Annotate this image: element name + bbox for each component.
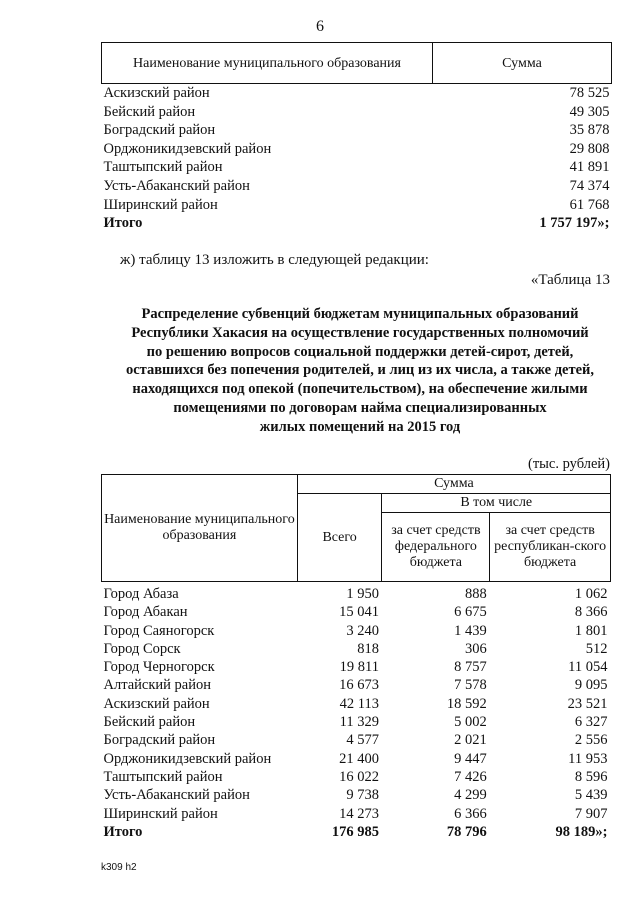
table-row	[102, 140, 612, 159]
table-row	[102, 603, 611, 621]
republic-value: 5 439	[574, 787, 608, 804]
footer-code: k309 h2	[101, 862, 137, 873]
total-federal: 78 796	[446, 823, 487, 840]
municipality-name: Аскизский район	[103, 85, 210, 101]
title-line: Распределение субвенций бюджетам муниципальных образований	[141, 306, 579, 322]
federal-value: 18 592	[446, 695, 487, 712]
federal-value: 4 299	[454, 787, 487, 804]
subvention-table	[101, 474, 611, 841]
municipality-name: Город Абаза	[103, 586, 179, 602]
sum-value: 78 525	[569, 85, 610, 101]
table-row	[102, 177, 612, 196]
municipality-name: Таштыпский район	[103, 159, 223, 176]
total-value: 16 673	[339, 677, 379, 694]
municipality-name: Бейский район	[103, 103, 196, 120]
municipality-name: Орджоникидзевский район	[103, 750, 272, 767]
title-line: оставшихся без попечения родителей, и лиц из их числа, а также детей,	[125, 362, 595, 379]
sum-value: 35 878	[569, 122, 610, 139]
title-line: по решению вопросов социальной поддержки детей-сирот, детей,	[146, 343, 574, 360]
republic-value: 23 521	[567, 695, 608, 712]
total-value: 42 113	[339, 695, 379, 712]
municipality-name: Ширинский район	[103, 805, 218, 822]
total-label: Итого	[103, 215, 143, 232]
municipality-name: Усть-Абаканский район	[103, 787, 250, 804]
municipality-name: Город Абакан	[103, 604, 188, 621]
federal-value: 7 578	[454, 677, 487, 694]
table-row	[102, 622, 611, 640]
column-header-republic: за счет средств республикан-ского бюджета	[490, 513, 611, 582]
total-value: 818	[357, 640, 379, 657]
table-row	[102, 731, 611, 749]
column-header-name: Наименование муниципального образования	[102, 475, 298, 582]
republic-value: 11 054	[568, 659, 608, 676]
republic-value: 8 596	[574, 768, 608, 785]
municipality-name: Орджоникидзевский район	[103, 140, 272, 157]
column-header-sum: Сумма	[297, 475, 610, 494]
page-number: 6	[316, 18, 324, 35]
municipality-name: Усть-Абаканский район	[103, 177, 250, 194]
table-row	[102, 582, 611, 604]
total-row	[102, 823, 611, 841]
column-header-total: Всего	[297, 494, 382, 582]
title-line: находящихся под опекой (попечительством), на обеспечение жилыми	[132, 381, 588, 398]
column-header-federal: за счет средств федерального бюджета	[382, 513, 490, 582]
table-row	[102, 103, 612, 122]
table-row	[102, 84, 612, 103]
municipality-name: Аскизский район	[103, 695, 210, 712]
title-line: помещениями по договорам найма специализированных	[173, 399, 547, 416]
municipality-name: Город Саяногорск	[103, 622, 215, 639]
table-row	[102, 713, 611, 731]
table-row	[102, 121, 612, 140]
total-value: 3 240	[346, 622, 379, 639]
federal-value: 1 439	[454, 622, 487, 639]
total-total: 176 985	[331, 823, 379, 840]
federal-value: 6 366	[454, 805, 487, 822]
total-value: 15 041	[339, 604, 379, 621]
table-row	[102, 768, 611, 786]
table-row	[102, 158, 612, 177]
republic-value: 7 907	[574, 805, 608, 822]
republic-value: 2 556	[574, 732, 608, 749]
total-value: 14 273	[339, 805, 379, 822]
total-value: 19 811	[339, 659, 379, 676]
table-row	[102, 750, 611, 768]
federal-value: 888	[465, 586, 487, 602]
federal-value: 2 021	[454, 732, 487, 749]
table-title	[100, 305, 620, 437]
total-republic: 98 189»;	[555, 823, 608, 840]
total-value: 9 738	[346, 787, 379, 804]
total-value: 1 757 197»;	[539, 215, 610, 232]
table-row	[102, 640, 611, 658]
federal-value: 7 426	[454, 768, 487, 785]
republic-value: 1 801	[574, 622, 608, 639]
sum-value: 29 808	[569, 140, 610, 157]
sum-value: 49 305	[569, 103, 610, 120]
municipality-name: Город Черногорск	[103, 659, 215, 676]
table-row	[102, 658, 611, 676]
table-row	[102, 805, 611, 823]
title-line: жилых помещений на 2015 год	[259, 418, 461, 435]
table-reference: «Таблица 13	[530, 272, 610, 288]
federal-value: 306	[465, 640, 487, 657]
republic-value: 8 366	[574, 604, 608, 621]
title-line: Республики Хакасия на осуществление государственных полномочий	[131, 324, 589, 341]
sum-value: 61 768	[569, 196, 610, 213]
republic-value: 6 327	[574, 714, 608, 731]
municipality-name: Боградский район	[103, 732, 216, 749]
total-value: 11 329	[339, 714, 379, 731]
municipality-name: Город Сорск	[103, 640, 181, 657]
federal-value: 9 447	[454, 750, 487, 767]
column-header-including: В том числе	[382, 494, 611, 513]
total-value: 16 022	[339, 768, 379, 785]
municipality-name: Алтайский район	[103, 677, 211, 694]
republic-value: 512	[585, 640, 608, 657]
federal-value: 6 675	[454, 604, 487, 621]
federal-value: 8 757	[454, 659, 487, 676]
republic-value: 11 953	[568, 750, 608, 767]
total-value: 21 400	[339, 750, 379, 767]
table-row	[102, 786, 611, 804]
municipal-sum-table	[101, 42, 612, 233]
sum-value: 74 374	[569, 177, 610, 194]
municipality-name: Таштыпский район	[103, 768, 223, 785]
municipality-name: Бейский район	[103, 714, 196, 731]
municipality-name: Ширинский район	[103, 196, 218, 213]
total-label: Итого	[103, 823, 143, 840]
column-header-name: Наименование муниципального образования	[102, 43, 433, 84]
amendment-paragraph: ж) таблицу 13 изложить в следующей редакции:	[120, 252, 429, 268]
republic-value: 1 062	[574, 586, 608, 602]
total-row	[102, 214, 612, 233]
municipality-name: Боградский район	[103, 122, 216, 139]
table-row	[102, 196, 612, 215]
column-header-sum: Сумма	[433, 43, 612, 84]
republic-value: 9 095	[574, 677, 608, 694]
federal-value: 5 002	[454, 714, 487, 731]
units-label: (тыс. рублей)	[528, 456, 610, 472]
table-row	[102, 695, 611, 713]
total-value: 1 950	[346, 586, 379, 602]
table-row	[102, 676, 611, 694]
total-value: 4 577	[346, 732, 379, 749]
sum-value: 41 891	[569, 159, 610, 176]
